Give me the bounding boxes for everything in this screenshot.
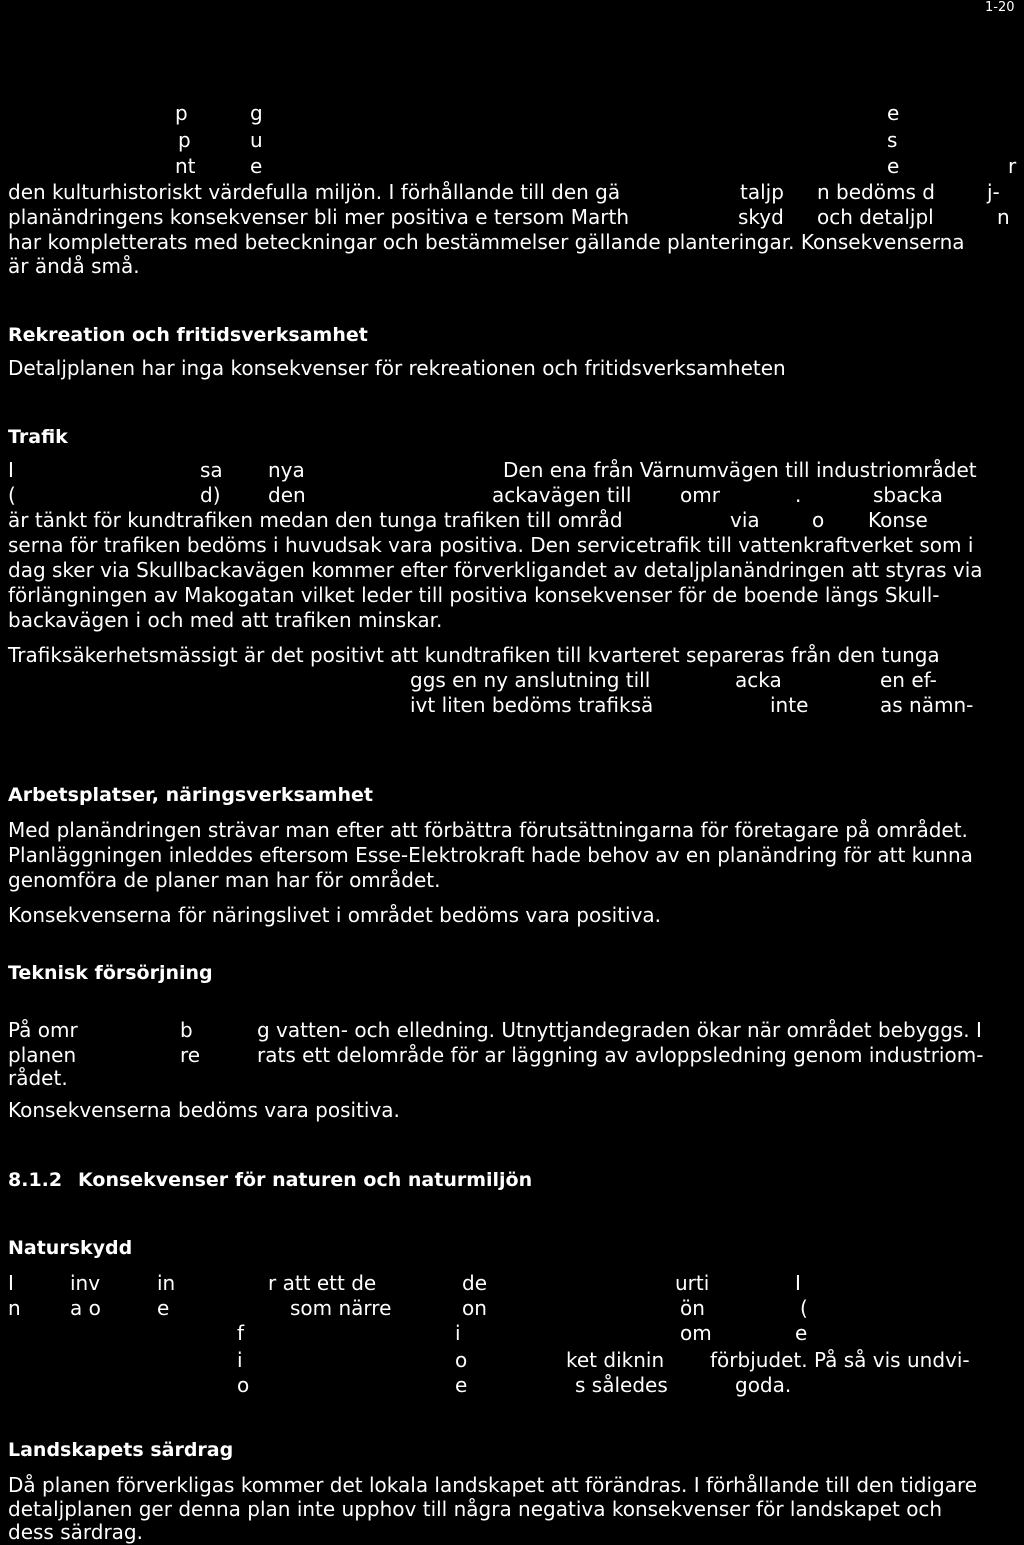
intro-line5-fragment: planändringens konsekvenser bli mer positiva e tersom Marth <box>8 205 629 229</box>
intro-line2-fragment: u <box>250 128 263 152</box>
naturskydd-line1-fragment: I <box>8 1271 14 1295</box>
intro-line1-fragment: p <box>175 101 188 125</box>
trafik-line2-fragment: sbacka <box>873 483 943 507</box>
naturskydd-line2-fragment: som närre <box>290 1296 392 1320</box>
intro-line5-fragment: skyd <box>738 205 784 229</box>
intro-line3-fragment: r <box>1008 154 1017 178</box>
intro-line2-fragment: p <box>178 128 191 152</box>
trafik-line7: backavägen i och med att trafiken minskar. <box>8 608 443 632</box>
teknisk-line4: Konsekvenserna bedöms vara positiva. <box>8 1098 400 1122</box>
naturskydd-line3-fragment: f <box>237 1321 245 1345</box>
trafik-line2-fragment: . <box>795 483 802 507</box>
trafik-line2-fragment: ( <box>8 483 16 507</box>
naturskydd-line3-fragment: om <box>680 1321 712 1345</box>
teknisk-line1-fragment: På omr <box>8 1018 78 1042</box>
naturskydd-line2-fragment: ( <box>800 1296 808 1320</box>
naturskydd-line2-fragment: e <box>157 1296 170 1320</box>
trafik-line1-fragment: I <box>8 458 14 482</box>
naturskydd-line3-fragment: e <box>795 1321 808 1345</box>
intro-line3-fragment: e <box>887 154 900 178</box>
trafik-line8: Trafiksäkerhetsmässigt är det positivt att kundtrafiken till kvarteret separeras från den tunga <box>8 643 940 667</box>
teknisk-heading: Teknisk försörjning <box>8 962 213 984</box>
teknisk-line2-fragment: rats ett delområde för ar läggning av avloppsledning genom industriom- <box>257 1043 984 1067</box>
trafik-line1-fragment: nya <box>268 458 305 482</box>
trafik-line6: förlängningen av Makogatan vilket leder till positiva konsekvenser för de boende längs Skull- <box>8 583 940 607</box>
naturskydd-line1-fragment: in <box>157 1271 176 1295</box>
intro-line6: har kompletterats med beteckningar och bestämmelser gällande planteringar. Konsekvenserna <box>8 230 965 254</box>
intro-line3-fragment: e <box>250 154 263 178</box>
intro-line1-fragment: g <box>250 101 263 125</box>
trafik-line10-fragment: inte <box>770 693 809 717</box>
trafik-line1-fragment: sa <box>200 458 223 482</box>
trafik-line1-fragment: Den ena från Värnumvägen till industriområdet <box>503 458 977 482</box>
arbetsplatser-heading: Arbetsplatser, näringsverksamhet <box>8 784 373 806</box>
trafik-line3-fragment: via <box>730 508 760 532</box>
naturskydd-line4-fragment: ket diknin <box>566 1348 665 1372</box>
landskap-heading: Landskapets särdrag <box>8 1439 234 1461</box>
trafik-line4: serna för trafiken bedöms i huvudsak vara positiva. Den servicetrafik till vattenkraftverket som i <box>8 533 974 557</box>
intro-line4-fragment: n bedöms d <box>817 180 935 204</box>
naturskydd-line1-fragment: I <box>795 1271 801 1295</box>
trafik-heading: Trafik <box>8 426 68 448</box>
teknisk-line2-fragment: planen <box>8 1043 77 1067</box>
arbetsplatser-line2: Planläggningen inleddes eftersom Esse-Elektrokraft hade behov av en planändring för att kunna <box>8 843 973 867</box>
naturskydd-line1-fragment: inv <box>70 1271 101 1295</box>
naturskydd-line2-fragment: ön <box>680 1296 705 1320</box>
naturskydd-line2-fragment: on <box>462 1296 487 1320</box>
arbetsplatser-line1: Med planändringen strävar man efter att förbättra förutsättningarna för företagare på området. <box>8 818 968 842</box>
trafik-line2-fragment: ackavägen till <box>492 483 632 507</box>
intro-line4-fragment: j- <box>987 180 1000 204</box>
teknisk-line1-fragment: b <box>180 1018 193 1042</box>
trafik-line9-fragment: en ef- <box>880 668 937 692</box>
rekreation-heading: Rekreation och fritidsverksamhet <box>8 324 368 346</box>
naturskydd-line5-fragment: o <box>237 1373 250 1397</box>
teknisk-line1-fragment: g vatten- och elledning. Utnyttjandegraden ökar när området bebyggs. I <box>257 1018 982 1042</box>
teknisk-line3: rådet. <box>8 1066 68 1090</box>
trafik-line9-fragment: acka <box>735 668 782 692</box>
naturskydd-line4-fragment: förbjudet. På så vis undvi- <box>710 1348 970 1372</box>
section-number: 8.1.2 <box>8 1169 63 1191</box>
intro-line7: är ändå små. <box>8 254 140 278</box>
landskap-line2: detaljplanen ger denna plan inte upphov till några negativa konsekvenser för landskapet och <box>8 1497 943 1521</box>
trafik-line2-fragment: den <box>268 483 306 507</box>
naturskydd-line1-fragment: r att ett de <box>268 1271 377 1295</box>
trafik-line3-fragment: o <box>812 508 825 532</box>
trafik-line5: dag sker via Skullbackavägen kommer efter förverkligandet av detaljplanändringen att styras via <box>8 558 983 582</box>
trafik-line9-fragment: ggs en ny anslutning till <box>410 668 651 692</box>
trafik-line2-fragment: d) <box>200 483 221 507</box>
naturskydd-line4-fragment: o <box>455 1348 468 1372</box>
naturskydd-line5-fragment: goda. <box>735 1373 792 1397</box>
intro-line4-fragment: den kulturhistoriskt värdefulla miljön. I förhållande till den gä <box>8 180 621 204</box>
naturskydd-line5-fragment: e <box>455 1373 468 1397</box>
naturskydd-line1-fragment: de <box>462 1271 487 1295</box>
intro-line5-fragment: n <box>997 205 1010 229</box>
section-title: Konsekvenser för naturen och naturmiljön <box>78 1169 533 1191</box>
teknisk-line2-fragment: re <box>180 1043 201 1067</box>
naturskydd-line3-fragment: i <box>455 1321 461 1345</box>
landskap-line1: Då planen förverkligas kommer det lokala landskapet att förändras. I förhållande till den tidigare <box>8 1473 978 1497</box>
naturskydd-heading: Naturskydd <box>8 1237 133 1259</box>
arbetsplatser-line3: genomföra de planer man har för området. <box>8 868 441 892</box>
naturskydd-line2-fragment: n <box>8 1296 21 1320</box>
intro-line4-fragment: taljp <box>740 180 784 204</box>
intro-line3-fragment: nt <box>175 154 196 178</box>
intro-line1-fragment: e <box>887 101 900 125</box>
naturskydd-line1-fragment: urti <box>675 1271 710 1295</box>
landskap-line3: dess särdrag. <box>8 1520 143 1544</box>
trafik-line3-fragment: Konse <box>868 508 928 532</box>
page-number: 1-20 <box>985 0 1015 15</box>
trafik-line2-fragment: omr <box>680 483 720 507</box>
intro-line2-fragment: s <box>887 128 898 152</box>
rekreation-line1: Detaljplanen har inga konsekvenser för rekreationen och fritidsverksamheten <box>8 356 786 380</box>
naturskydd-line5-fragment: s således <box>575 1373 668 1397</box>
trafik-line10-fragment: ivt liten bedöms trafiksä <box>410 693 654 717</box>
naturskydd-line2-fragment: a o <box>70 1296 101 1320</box>
intro-line5-fragment: och detaljpl <box>817 205 934 229</box>
arbetsplatser-line4: Konsekvenserna för näringslivet i området bedöms vara positiva. <box>8 903 662 927</box>
trafik-line3-fragment: är tänkt för kundtrafiken medan den tunga trafiken till områd <box>8 508 623 532</box>
trafik-line10-fragment: as nämn- <box>880 693 974 717</box>
naturskydd-line4-fragment: i <box>237 1348 243 1372</box>
